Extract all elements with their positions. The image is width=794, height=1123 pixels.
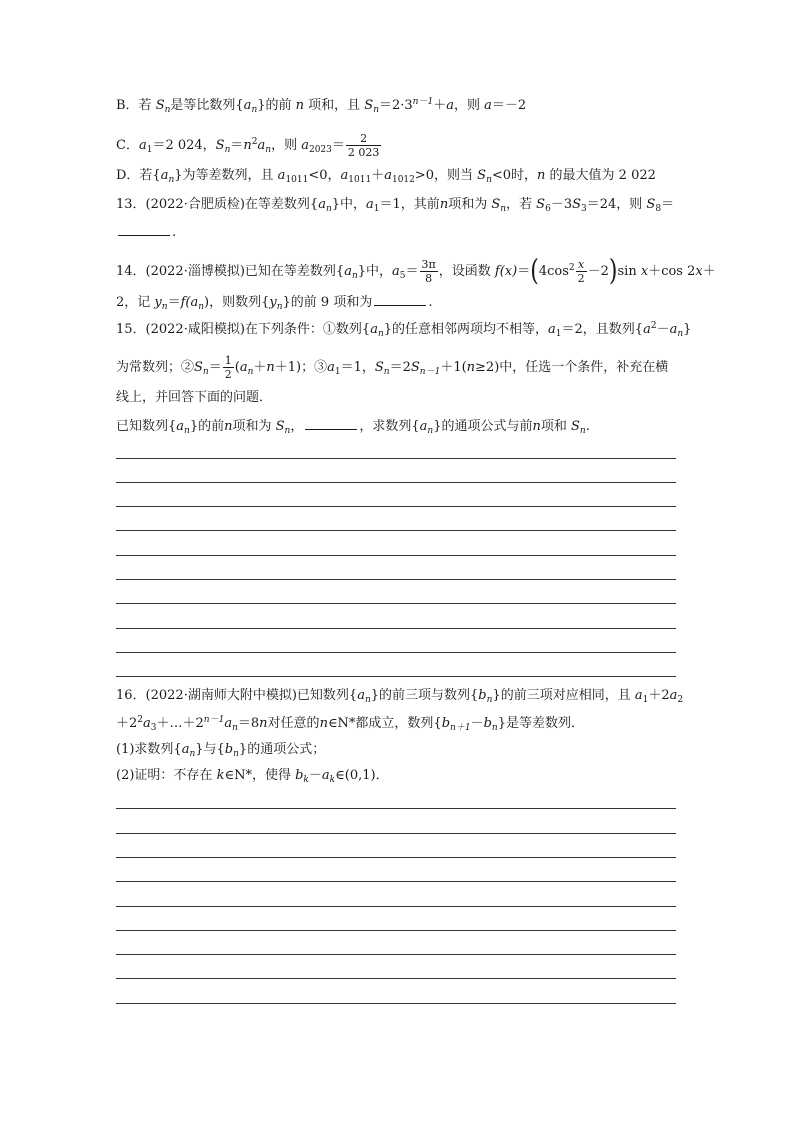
answer-blank-14[interactable]	[374, 294, 426, 306]
question-16-line2: $+2^2a_3+\dots+2^{n-1}a_n=8n$对任意的n∈N*都成立，数列$\{b_{n+1}-b_n\}$是等差数列．	[116, 715, 584, 733]
fraction-3pi-over-8: $\frac{3\pi}{8}$	[421, 258, 436, 285]
answer-line[interactable]	[116, 857, 676, 858]
question-16: 16．(2022·湖南师大附中模拟)已知数列$\{a_n\}$的前三项与数列$\{b_n\}$的前三项对应相同，且 $a_1+2a_2$	[116, 688, 684, 705]
question-15-line3: 线上，并回答下面的问题．	[116, 390, 273, 405]
question-15-line2: 为常数列；$②S_n=$ $\frac{1}{2}$ $(a_n+n+1)$；$③a_1=1$，$S_n=2S_{n-1}+1(n\ge 2)$中，任选一个条件，补充在横	[116, 354, 669, 381]
question-13-answer: .	[116, 224, 176, 241]
answer-line[interactable]	[116, 808, 676, 809]
fraction-2-over-2023: $\frac{2}{2 023}$	[347, 132, 380, 159]
answer-line[interactable]	[116, 906, 676, 907]
answer-line[interactable]	[116, 930, 676, 931]
question-15-line4: 已知数列$\{a_n\}$的前n项和为 $S_n$， ，求数列$\{a_n\}$的通项公式与前n项和 $S_n$.	[116, 419, 590, 436]
answer-line[interactable]	[116, 652, 676, 653]
answer-line[interactable]	[116, 954, 676, 955]
answer-blank-15[interactable]	[305, 418, 357, 430]
question-14: 14．(2022·淄博模拟)已知在等差数列$\{a_n\}$中，$a_5=$ $\frac{3\pi}{8}$ ，设函数 $f(x)=(4\cos^2$ $\frac{x}{2}$ －2)sin x＋cos 2x＋	[116, 254, 716, 288]
fraction-one-half: $\frac{1}{2}$	[224, 354, 232, 381]
answer-line[interactable]	[116, 1003, 676, 1004]
answer-line[interactable]	[116, 603, 676, 604]
answer-line[interactable]	[116, 676, 676, 677]
answer-line[interactable]	[116, 482, 676, 483]
question-16-part1: (1)求数列$\{a_n\}$与$\{b_n\}$的通项公式；	[116, 742, 326, 759]
answer-line[interactable]	[116, 628, 676, 629]
question-15: 15．(2022·咸阳模拟)在下列条件：①数列$\{a_n\}$的任意相邻两项均不相等，$a_1=2$，且数列$\{a^2-a_n\}$	[116, 321, 692, 339]
answer-blank-13[interactable]	[118, 224, 170, 236]
question-13: 13．(2022·合肥质检)在等差数列$\{a_n\}$中，$a_1=1$，其前n项和为 $S_n$，若 $S_6-3S_3=24$，则 $S_8=$	[116, 197, 675, 214]
option-d: D．若$\{a_n\}$为等差数列，且 $a_{1011}<0$，$a_{1011}+a_{1012}>0$，则当 $S_n<0$时，n 的最大值为 2 022	[116, 168, 656, 185]
fraction-x-over-2: $\frac{x}{2}$	[577, 258, 585, 285]
answer-line[interactable]	[116, 978, 676, 979]
answer-line[interactable]	[116, 458, 676, 459]
answer-line[interactable]	[116, 881, 676, 882]
answer-line[interactable]	[116, 506, 676, 507]
question-16-part2: (2)证明：不存在 k∈N*，使得 $b_k-a_k\in(0,1)$．	[116, 768, 389, 785]
answer-line[interactable]	[116, 530, 676, 531]
answer-line[interactable]	[116, 579, 676, 580]
option-c: C．$a_1=2$ 024，$S_n=n^2a_n$，则 $a_{2023}=$ $\frac{2}{2 023}$	[116, 132, 380, 159]
answer-line[interactable]	[116, 555, 676, 556]
question-14-line2: 2，记 $y_n=f(a_n)$，则数列$\{y_n\}$的前 9 项和为 .	[116, 295, 433, 312]
option-b: B．若 $S_n$是等比数列$\{a_n\}$的前 n 项和，且 $S_n=2\cdot 3^{n-1}+a$，则 a＝－2	[116, 97, 527, 115]
answer-line[interactable]	[116, 833, 676, 834]
